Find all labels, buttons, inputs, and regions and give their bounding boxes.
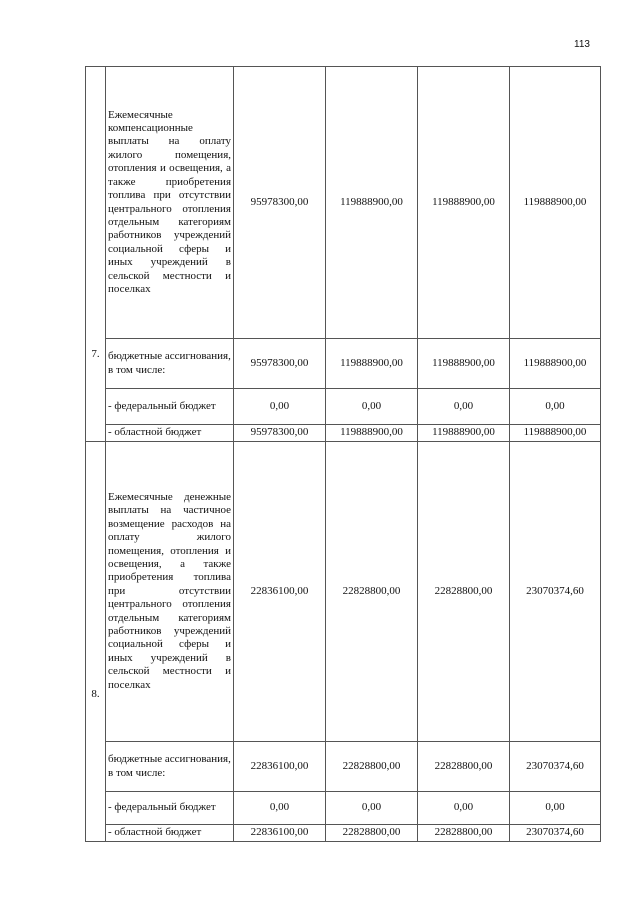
value-cell: 119888900,00 bbox=[326, 67, 418, 339]
table-row bbox=[86, 389, 601, 425]
value-cell: 22828800,00 bbox=[326, 742, 418, 792]
value-cell: 23070374,60 bbox=[510, 442, 601, 742]
sub-label: - областной бюджет bbox=[106, 825, 234, 842]
value-cell: 22828800,00 bbox=[418, 442, 510, 742]
value-cell: 95978300,00 bbox=[234, 339, 326, 389]
table-row bbox=[86, 792, 601, 825]
table-row bbox=[86, 742, 601, 792]
value-cell: 119888900,00 bbox=[326, 339, 418, 389]
value-cell: 119888900,00 bbox=[326, 425, 418, 442]
table-row bbox=[86, 425, 601, 442]
value-cell: 0,00 bbox=[326, 792, 418, 825]
value-cell: 22828800,00 bbox=[418, 742, 510, 792]
value-cell: 23070374,60 bbox=[510, 825, 601, 842]
row-description: Ежемесячные денежные выплаты на частичное возмещение расходов на оплату жилого помещения, отопления и освещения, а также приобретения топлива при отсутствии центрального отопления отдельным категориям работников учреждений социальной сферы и иных учреждений в сельской местности и поселках bbox=[106, 442, 234, 742]
sub-label: - федеральный бюджет bbox=[106, 389, 234, 425]
sub-label: бюджетные ассигнования, в том числе: bbox=[106, 339, 234, 389]
row-number: 8. bbox=[86, 442, 106, 842]
sub-label: - федеральный бюджет bbox=[106, 792, 234, 825]
value-cell: 95978300,00 bbox=[234, 425, 326, 442]
table-row bbox=[86, 339, 601, 389]
value-cell: 0,00 bbox=[510, 389, 601, 425]
page-number: 113 bbox=[574, 39, 590, 50]
value-cell: 22828800,00 bbox=[418, 825, 510, 842]
table-row bbox=[86, 442, 601, 742]
value-cell: 0,00 bbox=[418, 792, 510, 825]
value-cell: 119888900,00 bbox=[418, 339, 510, 389]
value-cell: 22836100,00 bbox=[234, 442, 326, 742]
table-row bbox=[86, 67, 601, 339]
row-description: Ежемесячные компенсационные выплаты на оплату жилого помещения, отопления и освещения, а также приобретения топлива при отсутствии центрального отопления отдельным категориям работников учреждений социальной сферы и иных учреждений в сельской местности и поселках bbox=[106, 67, 234, 339]
row-number: 7. bbox=[86, 67, 106, 442]
value-cell: 22828800,00 bbox=[326, 825, 418, 842]
value-cell: 0,00 bbox=[234, 792, 326, 825]
value-cell: 119888900,00 bbox=[418, 67, 510, 339]
value-cell: 119888900,00 bbox=[510, 67, 601, 339]
value-cell: 23070374,60 bbox=[510, 742, 601, 792]
sub-label: бюджетные ассигнования, в том числе: bbox=[106, 742, 234, 792]
value-cell: 22836100,00 bbox=[234, 742, 326, 792]
value-cell: 119888900,00 bbox=[510, 425, 601, 442]
value-cell: 119888900,00 bbox=[418, 425, 510, 442]
value-cell: 95978300,00 bbox=[234, 67, 326, 339]
value-cell: 0,00 bbox=[326, 389, 418, 425]
value-cell: 0,00 bbox=[234, 389, 326, 425]
value-cell: 0,00 bbox=[510, 792, 601, 825]
budget-table bbox=[85, 66, 601, 842]
value-cell: 119888900,00 bbox=[510, 339, 601, 389]
table-row bbox=[86, 825, 601, 842]
sub-label: - областной бюджет bbox=[106, 425, 234, 442]
value-cell: 22828800,00 bbox=[326, 442, 418, 742]
value-cell: 0,00 bbox=[418, 389, 510, 425]
value-cell: 22836100,00 bbox=[234, 825, 326, 842]
